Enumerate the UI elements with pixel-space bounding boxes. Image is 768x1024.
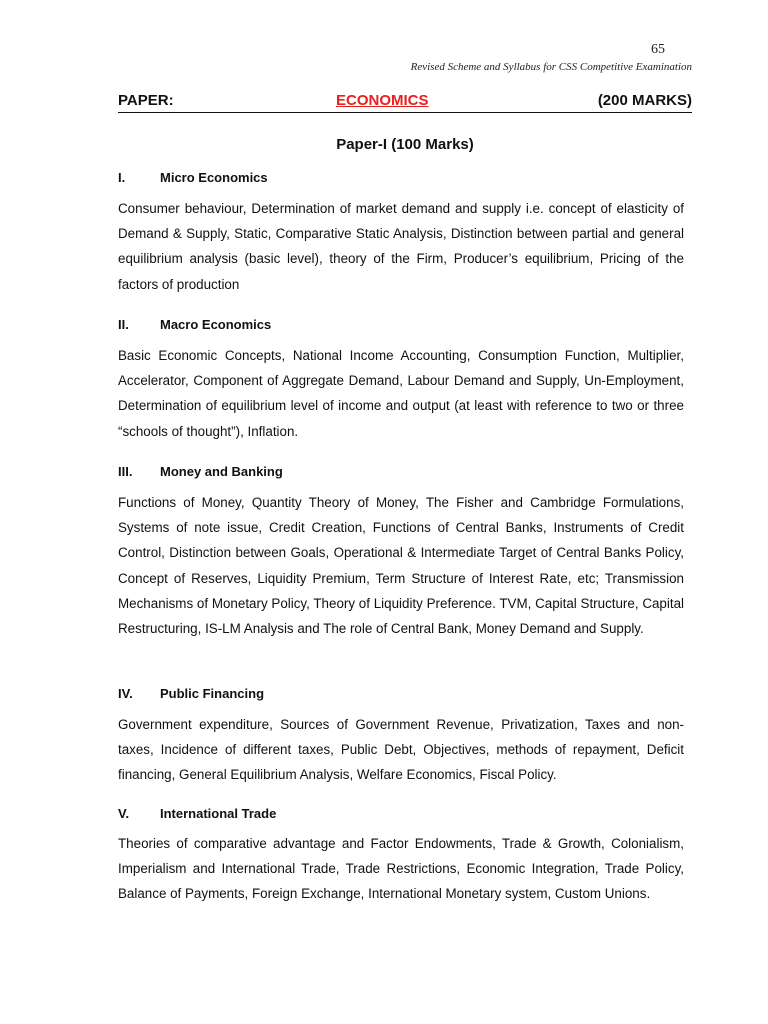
section-title: Public Financing (160, 686, 265, 701)
paper-title: Paper-I (100 Marks) (336, 136, 474, 153)
section-title: International Trade (160, 806, 277, 821)
section-numeral: II. (118, 317, 129, 332)
section-body: Functions of Money, Quantity Theory of Money, The Fisher and Cambridge Formulations, Systems of note issue, Credit Creation, Functions of Central Banks, Instruments of Credit Control, Distinction between Goals, Operational & Intermediate Target of Central Banks Policy, Concept of Reserves, Liquidity Premium, Term Structure of Interest Rate, etc; Transmission Mechanisms of Monetary Policy, Theory of Liquidity Preference. TVM, Capital Structure, Capital Restructuring, IS-LM Analysis and The role of Central Bank, Money Demand and Supply. (118, 495, 684, 637)
page-number: 65 (651, 42, 665, 57)
paper-label: PAPER: (118, 92, 174, 109)
paper-subject: ECONOMICS (336, 92, 429, 109)
section-body: Government expenditure, Sources of Government Revenue, Privatization, Taxes and non-taxes, Incidence of different taxes, Public Debt, Objectives, methods of repayment, Deficit financing, General Equilibrium Analysis, Welfare Economics, Fiscal Policy. (118, 717, 684, 783)
running-header: Revised Scheme and Syllabus for CSS Competitive Examination (410, 61, 692, 73)
section-title: Money and Banking (160, 464, 283, 479)
section-numeral: III. (118, 464, 133, 479)
section-numeral: I. (118, 170, 126, 185)
section-body: Basic Economic Concepts, National Income Accounting, Consumption Function, Multiplier, Accelerator, Component of Aggregate Demand, Labour Demand and Supply, Un-Employment, Determination of equilibrium level of income and output (at least with reference to two or three “schools of thought”), Inflation. (118, 348, 684, 439)
paper-heading-line (118, 92, 692, 113)
section-numeral: V. (118, 806, 130, 821)
paper-marks: (200 MARKS) (597, 92, 692, 109)
section-title: Micro Economics (160, 170, 268, 185)
section-body: Consumer behaviour, Determination of market demand and supply i.e. concept of elasticity of Demand & Supply, Static, Comparative Static Analysis, Distinction between partial and general equilibrium analysis (basic level), theory of the Firm, Producer’s equilibrium, Pricing of the factors of production (118, 201, 684, 292)
section-title: Macro Economics (160, 317, 272, 332)
section-numeral: IV. (118, 686, 133, 701)
section-body: Theories of comparative advantage and Factor Endowments, Trade & Growth, Colonialism, Imperialism and International Trade, Trade Restrictions, Economic Integration, Trade Policy, Balance of Payments, Foreign Exchange, International Monetary system, Custom Unions. (118, 836, 684, 902)
